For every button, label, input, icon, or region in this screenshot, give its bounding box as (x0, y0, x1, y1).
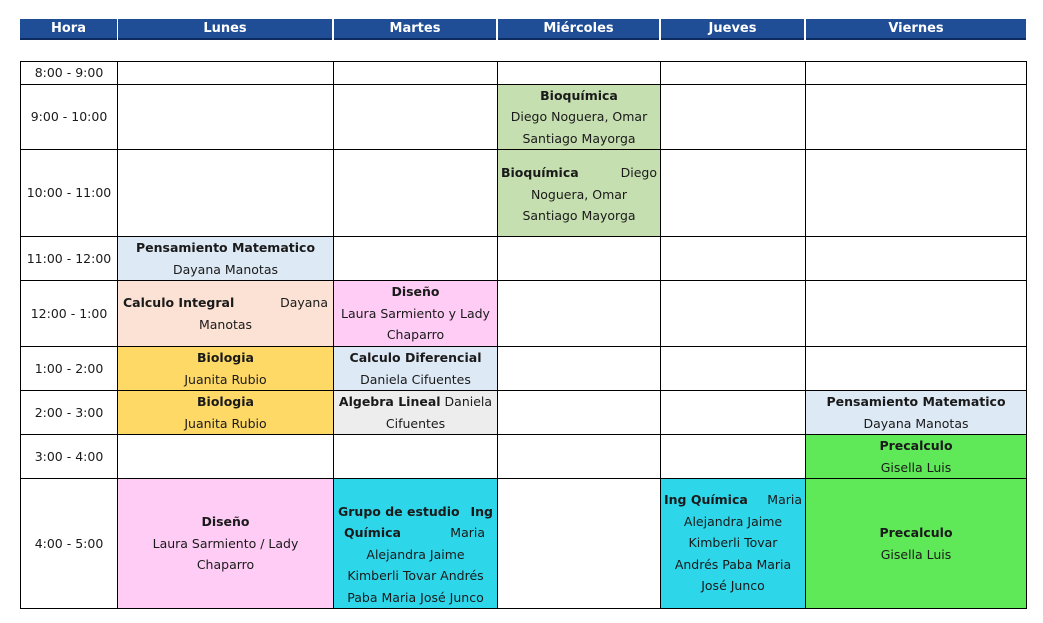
header-martes: Martes (334, 19, 496, 40)
row-3-4 (21, 435, 1027, 479)
instructor-names: Laura Sarmiento y Lady (341, 305, 490, 321)
cell-jueves-empty[interactable] (661, 347, 806, 391)
cell-miercoles-empty[interactable] (498, 435, 661, 479)
instructor-names: Diego Noguera, Omar (510, 109, 648, 124)
cell-viernes-empty[interactable] (806, 237, 1027, 281)
time-cell: 4:00 - 5:00 (21, 479, 118, 609)
time-cell: 2:00 - 3:00 (21, 391, 118, 435)
cell-martes-empty[interactable] (334, 62, 498, 85)
cell-jueves-empty[interactable] (661, 150, 806, 237)
class-cell-bioquimica[interactable] (498, 150, 661, 237)
instructor-names: Dayana (280, 295, 328, 310)
header-jueves: Jueves (661, 19, 804, 40)
class-cell-bioquimica[interactable] (498, 84, 661, 150)
cell-jueves-empty[interactable] (661, 391, 806, 435)
instructor-names: Diego (620, 165, 657, 180)
subject-name: Calculo Diferencial (349, 350, 482, 365)
cell-martes-empty[interactable] (334, 435, 498, 479)
instructor-names: Alejandra Jaime (683, 513, 783, 529)
instructor-names: Dayana Manotas (173, 261, 278, 277)
cell-viernes-empty[interactable] (806, 281, 1027, 347)
cell-miercoles-empty[interactable] (498, 391, 661, 435)
cell-lunes-empty[interactable] (118, 84, 334, 150)
class-cell-diseno[interactable] (118, 479, 334, 609)
instructor-names: Dayana Manotas (863, 415, 969, 431)
cell-jueves-empty[interactable] (661, 281, 806, 347)
subject-name: Calculo Integral (123, 295, 235, 310)
subject-name: Ing Química (664, 492, 748, 507)
instructor-names: Santiago Mayorga (522, 208, 636, 223)
row-12-1 (21, 281, 1027, 347)
subject-name: Biologia (197, 394, 254, 409)
class-cell-algebra-lineal[interactable] (334, 391, 498, 435)
schedule-table (20, 61, 1027, 609)
row-2-3 (21, 391, 1027, 435)
class-cell-grupo-de-estudio[interactable] (334, 479, 498, 609)
class-cell-biologia[interactable] (118, 347, 334, 391)
time-cell: 10:00 - 11:00 (21, 150, 118, 237)
time-cell: 12:00 - 1:00 (21, 281, 118, 347)
cell-jueves-empty[interactable] (661, 84, 806, 150)
time-cell: 9:00 - 10:00 (21, 84, 118, 150)
instructor-names: Gisella Luis (880, 546, 952, 562)
instructor-names: Paba Maria José Junco (347, 589, 484, 605)
instructor-names: Juanita Rubio (184, 415, 267, 431)
class-cell-calculo-integral[interactable] (118, 281, 334, 347)
row-10-11 (21, 150, 1027, 237)
class-cell-calculo-diferencial[interactable] (334, 347, 498, 391)
row-1-2 (21, 347, 1027, 391)
time-cell: 1:00 - 2:00 (21, 347, 118, 391)
cell-miercoles-empty[interactable] (498, 62, 661, 85)
subject-name: Bioquímica (501, 165, 579, 180)
subject-name: Bioquímica (540, 87, 618, 103)
subject-name: Pensamiento Matematico (826, 394, 1006, 409)
schedule-header-row (20, 19, 1026, 40)
row-11-12 (21, 237, 1027, 281)
subject-name: Grupo de estudio (338, 503, 460, 519)
instructor-names: Daniela Cifuentes (360, 371, 471, 387)
subject-name: Precalculo (879, 438, 953, 453)
cell-viernes-empty[interactable] (806, 84, 1027, 150)
cell-miercoles-empty[interactable] (498, 281, 661, 347)
instructor-names: Chaparro (386, 327, 445, 343)
cell-miercoles-empty[interactable] (498, 347, 661, 391)
instructor-names: Noguera, Omar (530, 186, 628, 202)
row-9-10 (21, 84, 1027, 150)
instructor-names: Santiago Mayorga (522, 130, 636, 146)
subject-name: Biologia (197, 350, 254, 365)
cell-martes-empty[interactable] (334, 150, 498, 237)
cell-jueves-empty[interactable] (661, 435, 806, 479)
instructor-names: Maria (450, 525, 485, 540)
instructor-names: Andrés Paba Maria (674, 556, 792, 572)
cell-lunes-empty[interactable] (118, 62, 334, 85)
header-miercoles: Miércoles (498, 19, 659, 40)
time-cell: 11:00 - 12:00 (21, 237, 118, 281)
subject-name: Algebra Lineal (338, 394, 441, 409)
class-cell-pensamiento-matematico[interactable] (118, 237, 334, 281)
class-cell-biologia[interactable] (118, 391, 334, 435)
instructor-names: Juanita Rubio (184, 371, 267, 387)
instructor-names: Manotas (198, 316, 253, 332)
subject-name: Precalculo (879, 525, 953, 540)
subject-name: Diseño (391, 284, 440, 300)
instructor-names: Kimberli Tovar Andrés (347, 568, 484, 583)
header-lunes: Lunes (118, 19, 332, 40)
row-8-9 (21, 62, 1027, 85)
class-cell-pensamiento-matematico[interactable] (806, 391, 1027, 435)
class-cell-diseno[interactable] (334, 281, 498, 347)
cell-martes-empty[interactable] (334, 237, 498, 281)
instructor-names: José Junco (701, 578, 765, 593)
subject-name: Pensamiento Matematico (135, 240, 316, 255)
header-viernes: Viernes (806, 19, 1026, 40)
cell-viernes-empty[interactable] (806, 347, 1027, 391)
instructor-names: Daniela (444, 394, 493, 409)
instructor-names: Chaparro (196, 557, 255, 573)
subject-name: Ing (470, 503, 493, 519)
class-cell-ing-quimica[interactable] (661, 479, 806, 609)
subject-name: Química (344, 525, 401, 540)
instructor-names: Alejandra Jaime (366, 546, 465, 562)
cell-miercoles-empty[interactable] (498, 237, 661, 281)
header-hora: Hora (20, 19, 117, 40)
cell-viernes-empty[interactable] (806, 62, 1027, 85)
instructor-names: Laura Sarmiento / Lady (152, 535, 299, 551)
cell-jueves-empty[interactable] (661, 237, 806, 281)
cell-jueves-empty[interactable] (661, 62, 806, 85)
class-cell-precalculo[interactable] (806, 479, 1027, 609)
cell-martes-empty[interactable] (334, 84, 498, 150)
time-cell: 8:00 - 9:00 (21, 62, 118, 85)
instructor-names: Cifuentes (385, 415, 446, 431)
cell-lunes-empty[interactable] (118, 435, 334, 479)
class-cell-precalculo[interactable] (806, 435, 1027, 479)
instructor-names: Maria (767, 492, 802, 507)
instructor-names: Kimberli Tovar (688, 535, 778, 550)
cell-miercoles-empty[interactable] (498, 479, 661, 609)
cell-lunes-empty[interactable] (118, 150, 334, 237)
time-cell: 3:00 - 4:00 (21, 435, 118, 479)
row-4-5 (21, 479, 1027, 609)
instructor-names: Gisella Luis (880, 459, 952, 475)
cell-viernes-empty[interactable] (806, 150, 1027, 237)
subject-name: Diseño (201, 514, 250, 530)
